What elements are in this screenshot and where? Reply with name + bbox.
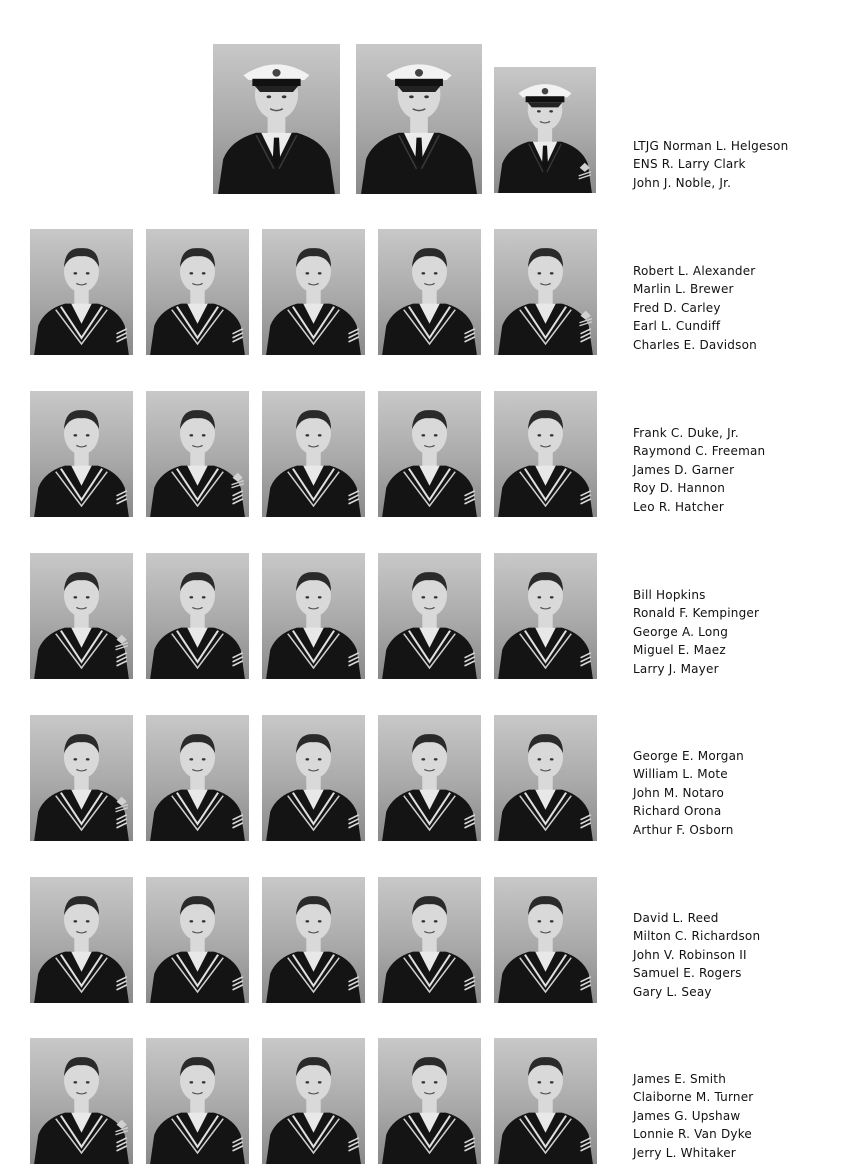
crew-portrait — [494, 553, 597, 679]
officer-portrait — [213, 44, 340, 194]
crew-name-list — [633, 1070, 753, 1162]
portrait-figure — [30, 391, 133, 517]
portrait-figure — [378, 1038, 481, 1164]
crew-portrait — [494, 715, 597, 841]
crew-name-list — [633, 747, 744, 839]
crew-portrait — [146, 1038, 249, 1164]
person-name: Roy D. Hannon — [633, 481, 726, 496]
person-name: James G. Upshaw — [633, 1108, 741, 1123]
person-name: Milton C. Richardson — [633, 929, 761, 944]
portrait-figure — [262, 553, 365, 679]
person-name: Richard Orona — [633, 804, 722, 819]
crew-portrait — [262, 229, 365, 355]
person-name: Frank C. Duke, Jr. — [633, 426, 739, 440]
portrait-figure — [30, 877, 133, 1003]
crew-name-list — [633, 586, 759, 678]
crew-portrait — [378, 229, 481, 355]
portrait-figure — [262, 877, 365, 1003]
portrait-figure — [146, 1038, 249, 1164]
person-name: Claiborne M. Turner — [633, 1090, 754, 1105]
crew-portrait — [146, 391, 249, 517]
portrait-figure — [378, 391, 481, 517]
portrait-figure — [494, 1038, 597, 1164]
crew-portrait — [262, 1038, 365, 1164]
person-name: John V. Robinson II — [633, 947, 747, 962]
officer-portrait — [494, 67, 596, 193]
person-name: Bill Hopkins — [633, 588, 706, 602]
portrait-figure — [494, 229, 597, 355]
crew-portrait — [494, 1038, 597, 1164]
crew-portrait — [30, 553, 133, 679]
portrait-figure — [494, 391, 597, 517]
crew-portrait — [146, 877, 249, 1003]
person-name: George A. Long — [633, 624, 729, 639]
portrait-figure — [378, 715, 481, 841]
portrait-figure — [378, 229, 481, 355]
portrait-figure — [146, 715, 249, 841]
person-name: Raymond C. Freeman — [633, 444, 766, 459]
portrait-figure — [262, 391, 365, 517]
crew-portrait — [378, 1038, 481, 1164]
person-name: Robert L. Alexander — [633, 264, 756, 278]
crew-portrait — [494, 877, 597, 1003]
person-name: John M. Notaro — [633, 785, 725, 800]
crew-portrait — [30, 877, 133, 1003]
crew-portrait — [378, 715, 481, 841]
crew-portrait — [494, 229, 597, 355]
portrait-figure — [146, 553, 249, 679]
person-name: Leo R. Hatcher — [633, 499, 724, 514]
officers-name-list — [633, 137, 788, 192]
crew-portrait — [262, 715, 365, 841]
crew-portrait — [262, 877, 365, 1003]
person-name: John J. Noble, Jr. — [633, 175, 732, 190]
crew-name-list — [633, 909, 760, 1001]
person-name: Fred D. Carley — [633, 300, 721, 315]
crew-portrait — [378, 553, 481, 679]
crew-name-list — [633, 262, 757, 354]
crew-portrait — [494, 391, 597, 517]
portrait-figure — [378, 877, 481, 1003]
crew-portrait — [378, 391, 481, 517]
portrait-figure — [262, 229, 365, 355]
crew-portrait — [30, 1038, 133, 1164]
person-name: Charles E. Davidson — [633, 337, 757, 352]
portrait-figure — [262, 1038, 365, 1164]
person-name: Arthur F. Osborn — [633, 822, 734, 837]
person-name: James D. Garner — [633, 462, 735, 477]
person-name: James E. Smith — [633, 1072, 726, 1086]
person-name: ENS R. Larry Clark — [633, 157, 746, 172]
person-name: William L. Mote — [633, 767, 728, 782]
portrait-figure — [494, 553, 597, 679]
crew-portrait — [262, 391, 365, 517]
portrait-figure — [146, 877, 249, 1003]
crew-portrait — [146, 715, 249, 841]
portrait-figure — [213, 44, 340, 194]
person-name: Gary L. Seay — [633, 984, 712, 999]
crew-portrait — [30, 229, 133, 355]
portrait-figure — [30, 1038, 133, 1164]
person-name: Miguel E. Maez — [633, 643, 726, 658]
portrait-figure — [494, 67, 596, 193]
person-name: LTJG Norman L. Helgeson — [633, 139, 789, 153]
crew-portrait — [30, 715, 133, 841]
portrait-figure — [30, 553, 133, 679]
person-name: Samuel E. Rogers — [633, 966, 742, 981]
portrait-figure — [378, 553, 481, 679]
crew-portrait — [262, 553, 365, 679]
portrait-figure — [146, 229, 249, 355]
crew-portrait — [378, 877, 481, 1003]
crew-name-list — [633, 424, 765, 516]
portrait-figure — [356, 44, 482, 194]
person-name: Marlin L. Brewer — [633, 282, 734, 297]
portrait-figure — [494, 715, 597, 841]
crew-portrait — [146, 553, 249, 679]
portrait-figure — [30, 229, 133, 355]
person-name: Earl L. Cundiff — [633, 319, 721, 334]
crew-portrait — [146, 229, 249, 355]
portrait-figure — [494, 877, 597, 1003]
portrait-figure — [146, 391, 249, 517]
person-name: Jerry L. Whitaker — [633, 1145, 736, 1160]
person-name: David L. Reed — [633, 911, 719, 925]
crew-portrait — [30, 391, 133, 517]
person-name: Larry J. Mayer — [633, 661, 719, 676]
portrait-figure — [30, 715, 133, 841]
officer-portrait — [356, 44, 482, 194]
portrait-figure — [262, 715, 365, 841]
person-name: George E. Morgan — [633, 749, 744, 763]
person-name: Lonnie R. Van Dyke — [633, 1127, 752, 1142]
person-name: Ronald F. Kempinger — [633, 606, 760, 621]
